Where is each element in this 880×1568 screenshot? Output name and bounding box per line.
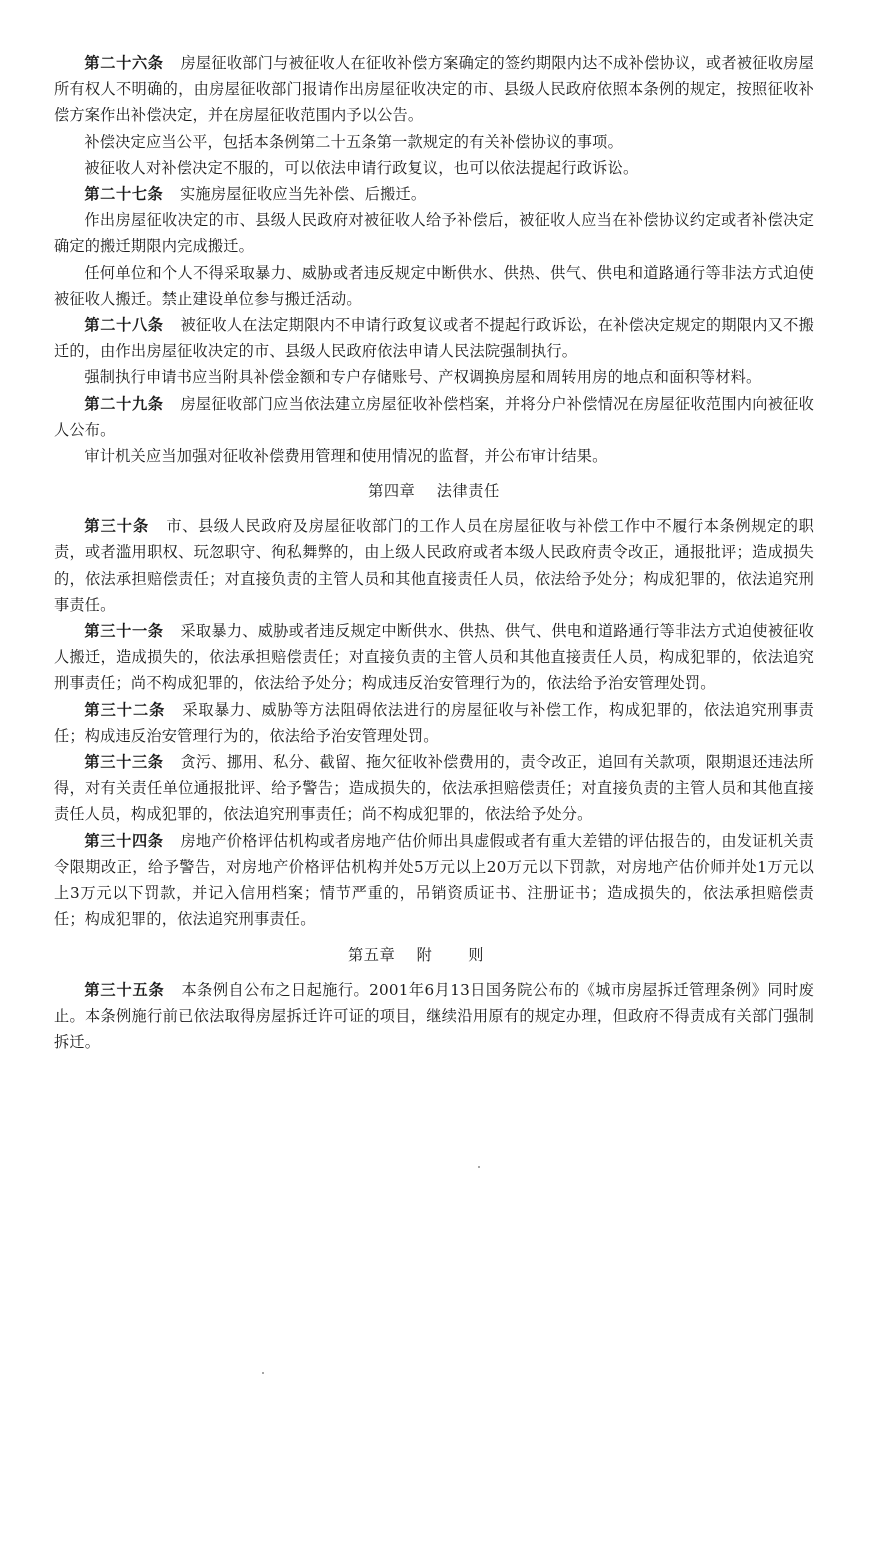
scan-speck xyxy=(478,1166,480,1168)
paragraph-text: 贪污、挪用、私分、截留、拖欠征收补偿费用的，责令改正，追回有关款项，限期退还违法所得，对有关责任单位通报批评、给予警告；造成损失的，依法承担赔偿责任；对直接负责的主管人员和其他直接责任人员，构成犯罪的，依法追究刑事责任；尚不构成犯罪的，依法给予处分。 xyxy=(54,753,815,824)
article-paragraph xyxy=(54,513,814,618)
article-number: 第二十九条 xyxy=(84,394,164,413)
article-paragraph xyxy=(54,697,814,749)
article-number: 第三十三条 xyxy=(84,753,164,772)
article-paragraph xyxy=(54,50,814,129)
chapter-title: 附则 xyxy=(416,945,520,964)
article-number: 第二十六条 xyxy=(84,54,164,72)
chapter-heading xyxy=(54,942,814,968)
paragraph-text: 实施房屋征收应当先补偿、后搬迁。 xyxy=(180,185,427,204)
article-number: 第三十五条 xyxy=(84,980,165,999)
paragraph-text: 被征收人对补偿决定不服的，可以依法申请行政复议，也可以依法提起行政诉讼。 xyxy=(84,158,639,177)
article-paragraph xyxy=(54,828,814,933)
scan-speck xyxy=(262,1372,264,1374)
article-paragraph xyxy=(54,391,814,443)
article-paragraph xyxy=(54,618,814,697)
paragraph xyxy=(54,129,814,155)
paragraph xyxy=(54,443,814,469)
chapter-number: 第四章 xyxy=(368,482,416,501)
article-paragraph xyxy=(54,312,814,364)
chapter-heading xyxy=(54,478,814,504)
paragraph-text: 房屋征收部门与被征收人在征收补偿方案确定的签约期限内达不成补偿协议，或者被征收房屋所有权人不明确的，由房屋征收部门报请作出房屋征收决定的市、县级人民政府依照本条例的规定，按照征收补偿方案作出补偿决定，并在房屋征收范围内予以公告。 xyxy=(54,54,815,125)
paragraph-text: 作出房屋征收决定的市、县级人民政府对被征收人给予补偿后，被征收人应当在补偿协议约定或者补偿决定确定的搬迁期限内完成搬迁。 xyxy=(54,211,814,256)
article-number: 第三十四条 xyxy=(84,831,164,850)
article-paragraph xyxy=(54,749,814,828)
article-number: 第三十一条 xyxy=(84,622,164,641)
paragraph xyxy=(54,260,814,312)
paragraph-text: 本条例自公布之日起施行。2001年6月13日国务院公布的《城市房屋拆迁管理条例》同时废止。本条例施行前已依法取得房屋拆迁许可证的项目，继续沿用原有的规定办理，但政府不得责成有关部门强制拆迁。 xyxy=(54,980,814,1051)
article-number: 第二十七条 xyxy=(84,185,164,204)
chapter-title: 法律责任 xyxy=(436,482,500,501)
article-paragraph xyxy=(54,181,814,207)
article-number: 第二十八条 xyxy=(84,316,164,335)
paragraph-text: 强制执行申请书应当附具补偿金额和专户存储账号、产权调换房屋和周转用房的地点和面积等材料。 xyxy=(84,368,762,387)
paragraph xyxy=(54,364,814,390)
paragraph-text: 补偿决定应当公平，包括本条例第二十五条第一款规定的有关补偿协议的事项。 xyxy=(84,132,623,151)
paragraph-text: 审计机关应当加强对征收补偿费用管理和使用情况的监督，并公布审计结果。 xyxy=(84,447,608,466)
chapter-number: 第五章 xyxy=(348,945,396,964)
paragraph xyxy=(54,155,814,181)
paragraph xyxy=(54,207,814,259)
paragraph-text: 采取暴力、威胁等方法阻碍依法进行的房屋征收与补偿工作，构成犯罪的，依法追究刑事责任；构成违反治安管理行为的，依法给予治安管理处罚。 xyxy=(54,700,815,745)
paragraph-text: 房地产价格评估机构或者房地产估价师出具虚假或者有重大差错的评估报告的，由发证机关责令限期改正，给予警告，对房地产价格评估机构并处5万元以上20万元以下罚款，对房地产估价师并处1万元以上3万元以下罚款，并记入信用档案；情节严重的，吊销资质证书、注册证书；造成损失的，依法承担赔偿责任；构成犯罪的，依法追究刑事责任。 xyxy=(54,831,815,929)
paragraph-text: 被征收人在法定期限内不申请行政复议或者不提起行政诉讼，在补偿决定规定的期限内又不搬迁的，由作出房屋征收决定的市、县级人民政府依法申请人民法院强制执行。 xyxy=(54,316,815,361)
paragraph-text: 房屋征收部门应当依法建立房屋征收补偿档案，并将分户补偿情况在房屋征收范围内向被征收人公布。 xyxy=(54,394,815,439)
paragraph-text: 采取暴力、威胁或者违反规定中断供水、供热、供气、供电和道路通行等非法方式迫使被征收人搬迁，造成损失的，依法承担赔偿责任；对直接负责的主管人员和其他直接责任人员，构成犯罪的，依法追究刑事责任；尚不构成犯罪的，依法给予处分；构成违反治安管理行为的，依法给予治安管理处罚。 xyxy=(54,622,815,693)
paragraph-text: 任何单位和个人不得采取暴力、威胁或者违反规定中断供水、供热、供气、供电和道路通行等非法方式迫使被征收人搬迁。禁止建设单位参与搬迁活动。 xyxy=(54,263,814,308)
paragraph-text: 市、县级人民政府及房屋征收部门的工作人员在房屋征收与补偿工作中不履行本条例规定的职责，或者滥用职权、玩忽职守、徇私舞弊的，由上级人民政府或者本级人民政府责令改正，通报批评；造成损失的，依法承担赔偿责任；对直接负责的主管人员和其他直接责任人员，依法给予处分；构成犯罪的，依法追究刑事责任。 xyxy=(54,517,814,614)
article-number: 第三十二条 xyxy=(84,700,166,719)
document-page xyxy=(54,50,814,1055)
article-paragraph xyxy=(54,977,814,1056)
article-number: 第三十条 xyxy=(84,517,150,536)
